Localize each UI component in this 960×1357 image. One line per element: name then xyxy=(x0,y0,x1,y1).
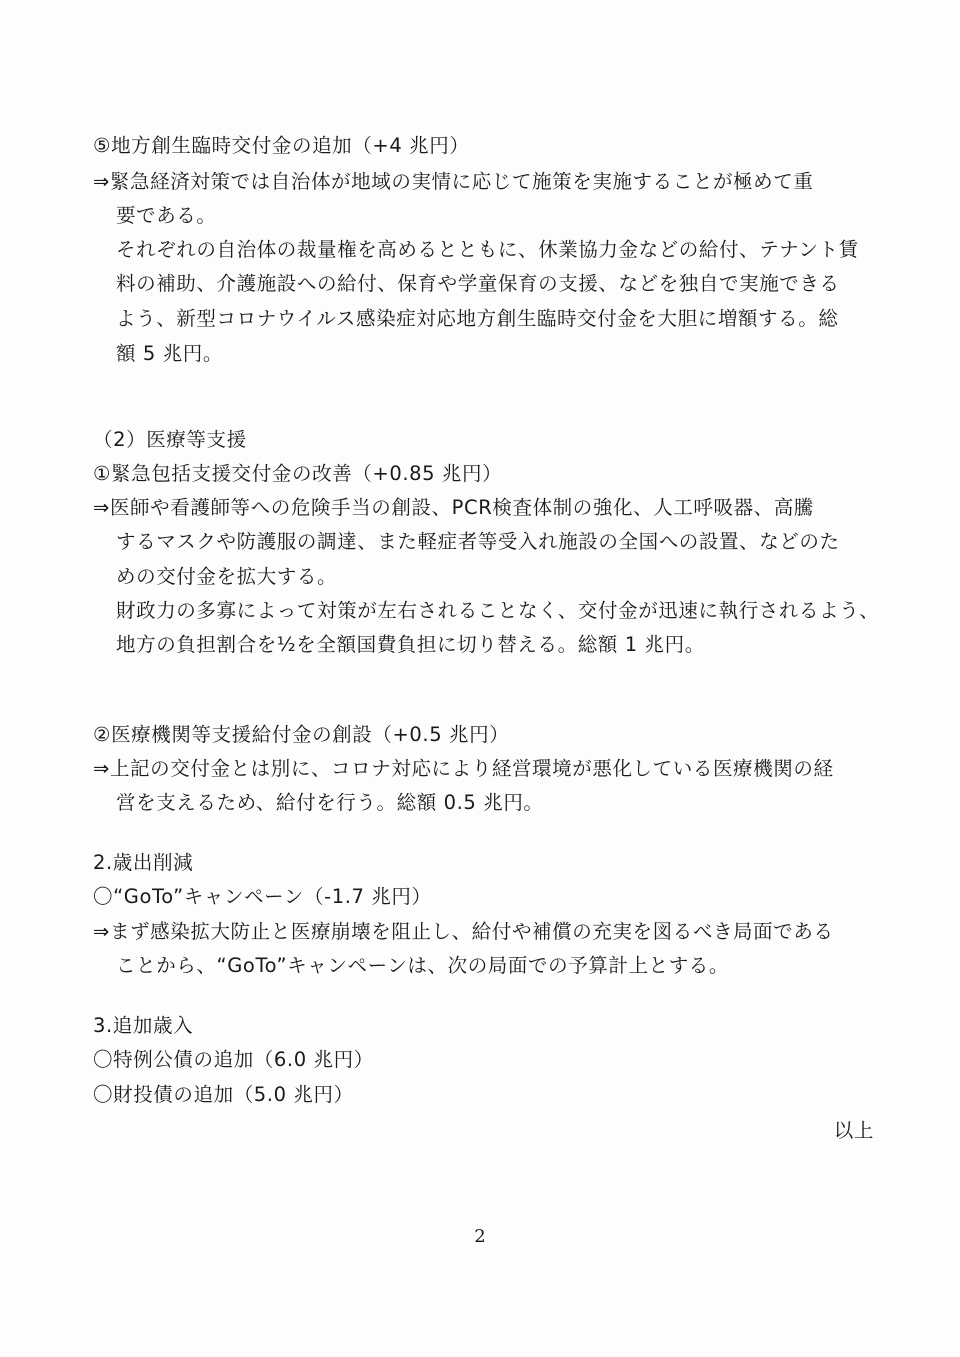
section-heading: 3.追加歳入 xyxy=(93,1014,194,1037)
list-item: 〇特例公債の追加（6.0 兆円） xyxy=(93,1048,374,1071)
paragraph-line: ⇒まず感染拡大防止と医療崩壊を阻止し、給付や補償の充実を図るべき局面である xyxy=(93,920,834,943)
paragraph-line: ⇒上記の交付金とは別に、コロナ対応により経営環境が悪化している医療機関の経 xyxy=(93,757,834,780)
paragraph-line: よう、新型コロナウイルス感染症対応地方創生臨時交付金を大胆に増額する。総 xyxy=(116,307,839,330)
paragraph-line: めの交付金を拡大する。 xyxy=(116,565,338,588)
subsection-heading: ②医療機関等支援給付金の創設（+0.5 兆円） xyxy=(93,723,510,746)
paragraph-line: ことから、“GoTo”キャンペーンは、次の局面での予算計上とする。 xyxy=(116,954,729,977)
paragraph-line: するマスクや防護服の調達、また軽症者等受入れ施設の全国への設置、などのた xyxy=(116,530,840,553)
paragraph-line: 地方の負担割合を½を全額国費負担に切り替える。総額 1 兆円。 xyxy=(116,633,705,656)
paragraph-line: 営を支えるため、給付を行う。総額 0.5 兆円。 xyxy=(116,791,544,814)
section-heading: （2）医療等支援 xyxy=(93,428,247,451)
list-item: 〇“GoTo”キャンペーン（-1.7 兆円） xyxy=(93,885,432,908)
page-number: 2 xyxy=(474,1226,486,1247)
paragraph-line: 額 5 兆円。 xyxy=(116,342,224,365)
paragraph-line: ⇒医師や看護師等への危険手当の創設、PCR検査体制の強化、人工呼吸器、高騰 xyxy=(93,496,814,519)
section-heading: 2.歳出削減 xyxy=(93,851,194,874)
list-item: 〇財投債の追加（5.0 兆円） xyxy=(93,1083,354,1106)
section-heading: ⑤地方創生臨時交付金の追加（+4 兆円） xyxy=(93,134,470,157)
paragraph-line: ⇒緊急経済対策では自治体が地域の実情に応じて施策を実施することが極めて重 xyxy=(93,170,814,193)
subsection-heading: ①緊急包括支援交付金の改善（+0.85 兆円） xyxy=(93,462,503,485)
closing-text: 以上 xyxy=(833,1119,874,1142)
paragraph-line: 財政力の多寡によって対策が左右されることなく、交付金が迅速に執行されるよう、 xyxy=(116,599,880,622)
paragraph-line: 料の補助、介護施設への給付、保育や学童保育の支援、などを独自で実施できる xyxy=(116,272,840,295)
paragraph-line: それぞれの自治体の裁量権を高めるとともに、休業協力金などの給付、テナント賃 xyxy=(116,238,859,261)
paragraph-line: 要である。 xyxy=(116,204,217,227)
